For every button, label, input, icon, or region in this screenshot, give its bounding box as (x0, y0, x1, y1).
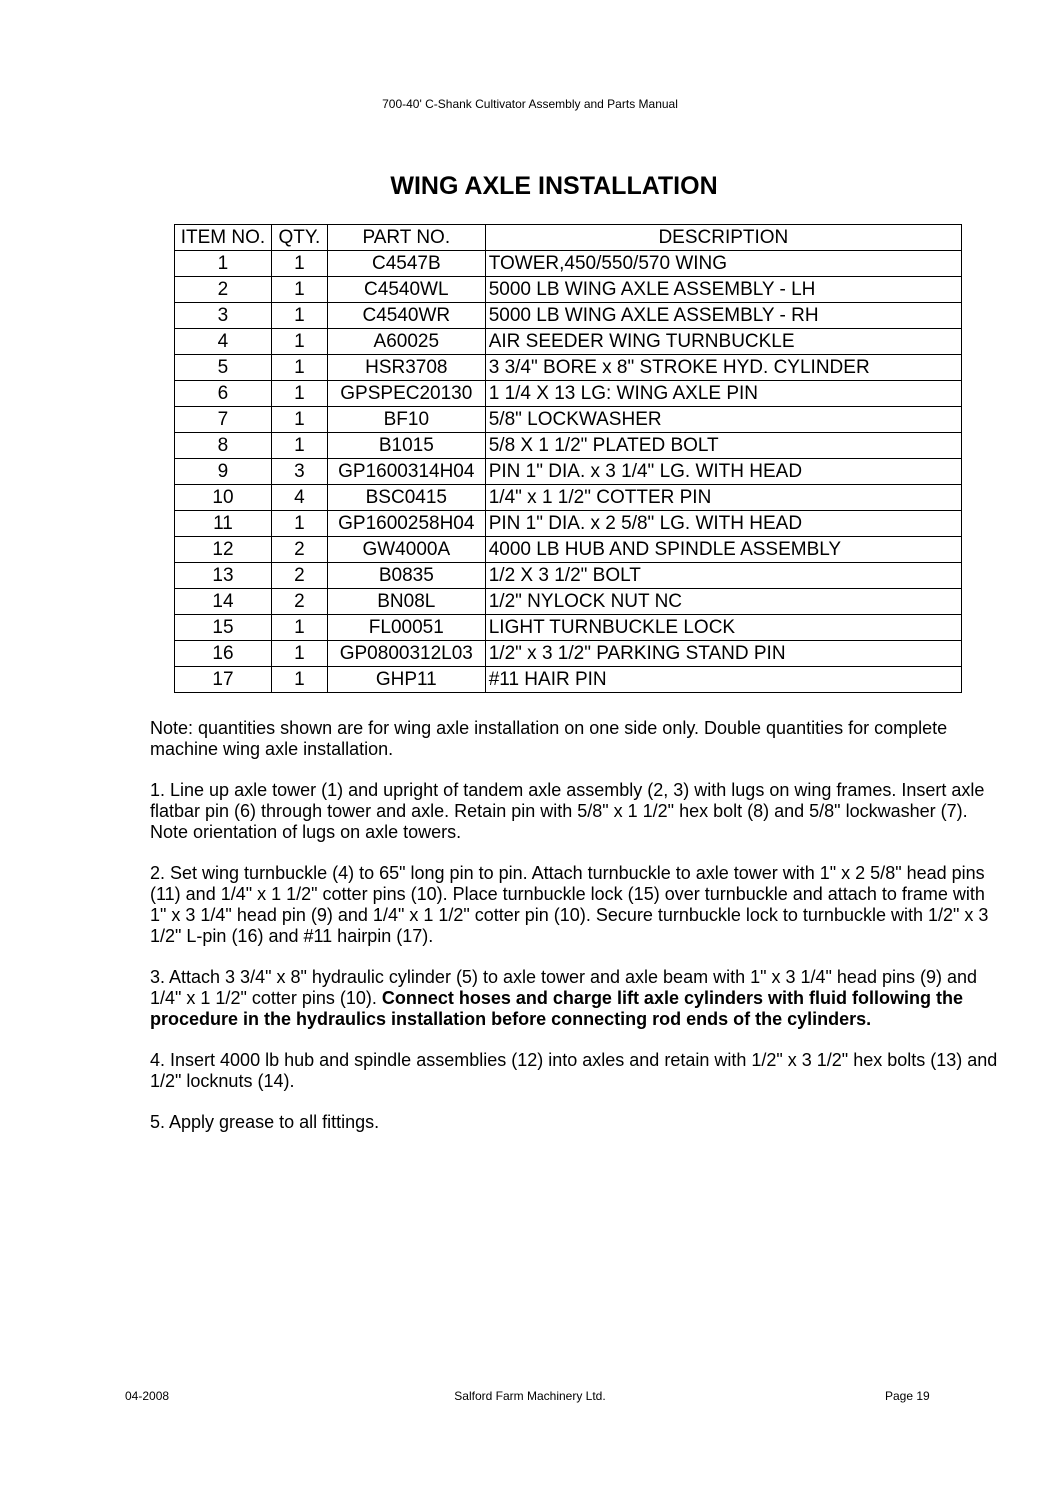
footer-page-number: Page 19 (885, 1389, 930, 1403)
item-no-cell: 16 (175, 641, 272, 667)
qty-cell: 1 (271, 329, 327, 355)
qty-cell: 1 (271, 277, 327, 303)
description-cell: 5/8" LOCKWASHER (485, 407, 961, 433)
table-row (175, 407, 962, 433)
qty-cell: 1 (271, 381, 327, 407)
item-no-cell: 6 (175, 381, 272, 407)
table-row (175, 485, 962, 511)
qty-cell: 1 (271, 511, 327, 537)
description-cell: #11 HAIR PIN (485, 667, 961, 693)
part-no-cell: C4540WR (327, 303, 485, 329)
footer-date: 04-2008 (125, 1389, 170, 1403)
part-no-cell: BSC0415 (327, 485, 485, 511)
qty-cell: 3 (271, 459, 327, 485)
part-no-cell: GP0800312L03 (327, 641, 485, 667)
table-row (175, 537, 962, 563)
item-no-cell: 3 (175, 303, 272, 329)
qty-cell: 2 (271, 537, 327, 563)
part-no-cell: B1015 (327, 433, 485, 459)
description-cell: 1/2" x 3 1/2" PARKING STAND PIN (485, 641, 961, 667)
step-3-bold-warning: Connect hoses and charge lift axle cylinders with fluid following the procedure in the hydraulics installation before connecting rod ends of the cylinders. (150, 988, 963, 1029)
part-no-cell: B0835 (327, 563, 485, 589)
qty-cell: 1 (271, 407, 327, 433)
description-cell: 5000 LB WING AXLE ASSEMBLY - LH (485, 277, 961, 303)
part-no-cell: BF10 (327, 407, 485, 433)
part-no-cell: BN08L (327, 589, 485, 615)
table-row (175, 589, 962, 615)
table-row (175, 511, 962, 537)
quantity-note: Note: quantities shown are for wing axle installation on one side only. Double quantities for complete machine wing axle installation. (150, 718, 948, 759)
item-no-cell: 1 (175, 251, 272, 277)
item-no-cell: 11 (175, 511, 272, 537)
description-cell: 4000 LB HUB AND SPINDLE ASSEMBLY (485, 537, 961, 563)
part-no-cell: GHP11 (327, 667, 485, 693)
item-no-cell: 9 (175, 459, 272, 485)
part-no-cell: GP1600314H04 (327, 459, 485, 485)
qty-cell: 1 (271, 433, 327, 459)
item-no-cell: 15 (175, 615, 272, 641)
part-no-cell: C4540WL (327, 277, 485, 303)
column-header-description: DESCRIPTION (485, 225, 961, 251)
qty-cell: 1 (271, 303, 327, 329)
item-no-cell: 7 (175, 407, 272, 433)
table-row (175, 433, 962, 459)
description-cell: PIN 1" DIA. x 3 1/4" LG. WITH HEAD (485, 459, 961, 485)
table-row (175, 303, 962, 329)
qty-cell: 2 (271, 589, 327, 615)
table-row (175, 459, 962, 485)
column-header-item-no: ITEM NO. (175, 225, 272, 251)
qty-cell: 1 (271, 355, 327, 381)
part-no-cell: GPSPEC20130 (327, 381, 485, 407)
page-header: 700-40' C-Shank Cultivator Assembly and Parts Manual (382, 97, 678, 111)
qty-cell: 1 (271, 615, 327, 641)
column-header-qty: QTY. (271, 225, 327, 251)
qty-cell: 2 (271, 563, 327, 589)
qty-cell: 4 (271, 485, 327, 511)
instructions-body (150, 718, 1000, 1153)
table-row (175, 667, 962, 693)
description-cell: 3 3/4" BORE x 8" STROKE HYD. CYLINDER (485, 355, 961, 381)
qty-cell: 1 (271, 667, 327, 693)
item-no-cell: 14 (175, 589, 272, 615)
description-cell: PIN 1" DIA. x 2 5/8" LG. WITH HEAD (485, 511, 961, 537)
step-3 (150, 967, 1000, 1030)
step-4: 4. Insert 4000 lb hub and spindle assemblies (12) into axles and retain with 1/2" x 3 1/2" hex bolts (13) and 1/2" locknuts (14). (150, 1050, 998, 1091)
description-cell: 1/4" x 1 1/2" COTTER PIN (485, 485, 961, 511)
part-no-cell: HSR3708 (327, 355, 485, 381)
qty-cell: 1 (271, 641, 327, 667)
qty-cell: 1 (271, 251, 327, 277)
description-cell: LIGHT TURNBUCKLE LOCK (485, 615, 961, 641)
step-3-text: 3. Attach 3 3/4" x 8" hydraulic cylinder (5) to axle tower and axle beam with 1" x 3 1/4" head pins (9) and 1/4" x 1 1/2" cotter pins (10). (150, 967, 978, 1008)
table-row (175, 641, 962, 667)
step-2: 2. Set wing turnbuckle (4) to 65" long pin to pin. Attach turnbuckle to axle tower with 1" x 2 5/8" head pins (11) and 1/4" x 1 1/2" cotter pins (10). Place turnbuckle lock (15) over turnbuckle and attach to frame with 1" x 3 1/4" head pin (9) and 1/4" x 1 1/2" cotter pin (10). Secure turnbuckle lock to turnbuckle with 1/2" x 3 1/2" L-pin (16) and #11 hairpin (17). (150, 863, 989, 946)
item-no-cell: 8 (175, 433, 272, 459)
step-1: 1. Line up axle tower (1) and upright of tandem axle assembly (2, 3) with lugs on wing frames. Insert axle flatbar pin (6) through tower and axle. Retain pin with 5/8" x 1 1/2" hex bolt (8) and 5/8" lockwasher (7). Note orientation of lugs on axle towers. (150, 780, 985, 842)
item-no-cell: 2 (175, 277, 272, 303)
footer-company: Salford Farm Machinery Ltd. (454, 1389, 606, 1403)
item-no-cell: 12 (175, 537, 272, 563)
item-no-cell: 5 (175, 355, 272, 381)
description-cell: 1/2" NYLOCK NUT NC (485, 589, 961, 615)
item-no-cell: 4 (175, 329, 272, 355)
part-no-cell: GW4000A (327, 537, 485, 563)
part-no-cell: GP1600258H04 (327, 511, 485, 537)
description-cell: AIR SEEDER WING TURNBUCKLE (485, 329, 961, 355)
step-5: 5. Apply grease to all fittings. (150, 1112, 380, 1132)
part-no-cell: C4547B (327, 251, 485, 277)
page-title: WING AXLE INSTALLATION (390, 172, 718, 200)
part-no-cell: FL00051 (327, 615, 485, 641)
item-no-cell: 13 (175, 563, 272, 589)
description-cell: TOWER,450/550/570 WING (485, 251, 961, 277)
item-no-cell: 10 (175, 485, 272, 511)
table-row (175, 329, 962, 355)
table-row (175, 381, 962, 407)
table-row (175, 615, 962, 641)
part-no-cell: A60025 (327, 329, 485, 355)
description-cell: 5/8 X 1 1/2" PLATED BOLT (485, 433, 961, 459)
table-row (175, 277, 962, 303)
column-header-part-no: PART NO. (327, 225, 485, 251)
table-header-row (175, 225, 962, 251)
description-cell: 1/2 X 3 1/2" BOLT (485, 563, 961, 589)
description-cell: 5000 LB WING AXLE ASSEMBLY - RH (485, 303, 961, 329)
description-cell: 1 1/4 X 13 LG: WING AXLE PIN (485, 381, 961, 407)
item-no-cell: 17 (175, 667, 272, 693)
parts-table (174, 224, 962, 693)
table-row (175, 251, 962, 277)
table-row (175, 355, 962, 381)
table-row (175, 563, 962, 589)
